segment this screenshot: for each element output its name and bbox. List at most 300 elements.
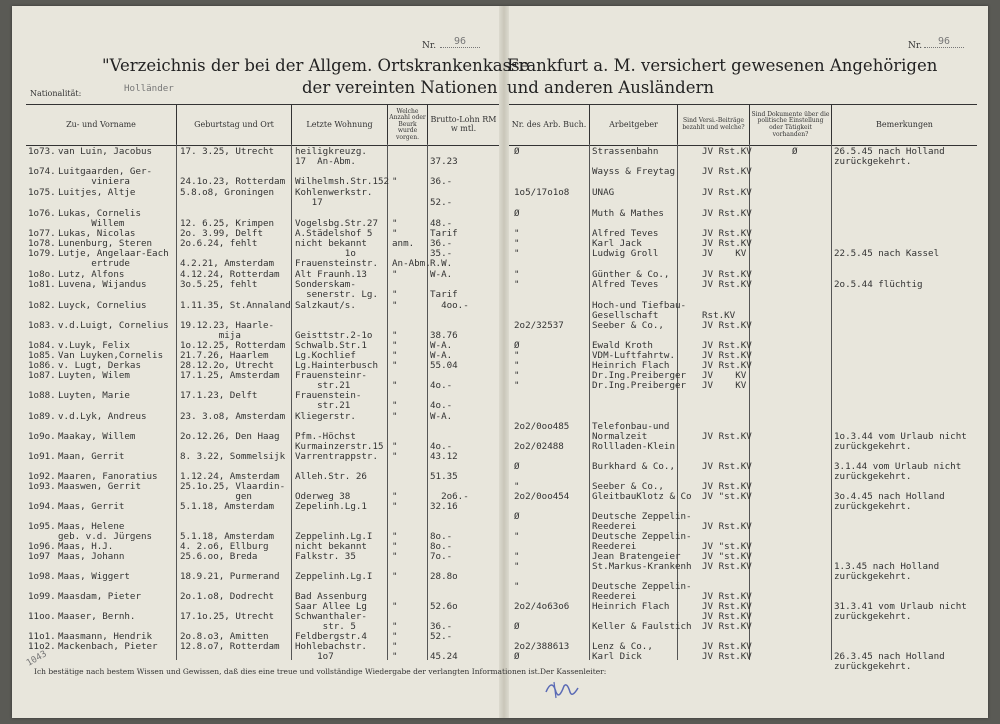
cell-gross-wage: 7o.- [430,551,453,562]
cell-contributions: JV Rst.KV [702,187,752,198]
cell-employer: Jean Bratengeier [592,551,681,562]
cell-employer: Deutsche Zeppelin- [592,531,692,542]
page-fold [499,6,509,718]
cell-work-book-number: " [514,279,520,290]
cell-gross-wage: 45.24 [430,651,458,662]
cell-gross-wage: 43.12 [430,451,458,462]
cell-person-name: v.d.Lyk, Andreus [58,411,147,422]
cell-last-address: 17 [295,197,323,208]
cell-row-number: 1o86. [28,360,56,371]
cell-contributions: JV Rst.KV [702,228,752,239]
cell-work-book-number: " [514,228,520,239]
cell-row-number: 1o89. [28,411,56,422]
cell-contributions: JV Rst.KV [702,641,752,652]
cell-gross-wage: 28.8o [430,571,458,582]
cell-birth-date-place: mija [180,330,241,341]
cell-employer: Burkhard & Co., [592,461,675,472]
cell-employer: Wayss & Freytag [592,166,675,177]
cell-birth-date-place: 17.1o.25, Utrecht [180,611,275,622]
cell-employer: Strassenbahn [592,146,659,157]
cell-changes: " [392,531,398,542]
cell-changes: " [392,571,398,582]
cell-last-address: Zeppelinh.Lg.I [295,531,373,542]
cell-changes: " [392,621,398,632]
cell-person-name: v. Lugt, Derkas [58,360,141,371]
cell-remarks: zurückgekehrt. [834,501,912,512]
cell-contributions: JV Rst.KV [702,521,752,532]
cell-person-name: Mackenbach, Pieter [58,641,158,652]
cell-person-name: Lutz, Alfons [58,269,125,280]
cell-row-number: 1o77. [28,228,56,239]
cell-last-address: Alleh.Str. 26 [295,471,367,482]
cell-person-name: van Luin, Jacobus [58,146,153,157]
cell-last-address: str.21 [295,400,351,411]
cell-last-address: Kliegerstr. [295,411,356,422]
cell-birth-date-place: 18.9.21, Purmerand [180,571,280,582]
cell-employer: Ludwig Groll [592,248,659,259]
cell-remarks: 26.5.45 nach Holland [834,146,945,157]
cell-person-name: Lutje, Angelaar-Each [58,248,169,259]
cell-contributions: JV Rst.KV [702,601,752,612]
cell-employer: Heinrich Flach [592,601,670,612]
cell-changes: " [392,360,398,371]
cell-person-name: viniera [58,176,130,187]
cell-last-address: A.Städelshof 5 [295,228,373,239]
cell-last-address: Sonderskam- [295,279,356,290]
cell-employer: Heinrich Flach [592,360,670,371]
cell-gross-wage: 52.- [430,631,453,642]
cell-birth-date-place: 17.1.25, Amsterdam [180,370,280,381]
cell-work-book-number: " [514,269,520,280]
cell-employer: Muth & Mathes [592,208,664,219]
cell-work-book-number: " [514,551,520,562]
cell-person-name: Luitgaarden, Ger- [58,166,153,177]
cell-work-book-number: 2o2/0oo454 [514,491,570,502]
cell-person-name: Maas, Gerrit [58,501,125,512]
cell-last-address: heiligkreuzg. [295,146,367,157]
cell-remarks: zurückgekehrt. [834,471,912,482]
cell-row-number: 1o8o. [28,269,56,280]
cell-remarks: 2o.5.44 flüchtig [834,279,923,290]
cell-person-name: Lunenburg, Steren [58,238,153,249]
cell-gross-wage: 48.- [430,218,453,229]
cell-work-book-number: 2o2/32537 [514,320,564,331]
cell-row-number: 11o1. [28,631,56,642]
cell-employer: Karl Jack [592,238,642,249]
cell-work-book-number: 2o2/0oo485 [514,421,570,432]
cell-employer: Ewald Kroth [592,340,653,351]
cell-person-name: Maakay, Willem [58,431,136,442]
cell-last-address: Frauensteinstr. [295,258,378,269]
cell-row-number: 1o75. [28,187,56,198]
nationality-label: Nationalität: [30,89,82,98]
cell-employer: Gesellschaft [592,310,659,321]
cell-employer: Günther & Co., [592,269,670,280]
cell-birth-date-place: gen [180,491,252,502]
grid-line [387,144,388,660]
cell-changes: anm. [392,238,415,249]
cell-remarks: 3.1.44 vom Urlaub nicht [834,461,962,472]
cell-last-address: Frauensteinr- [295,370,367,381]
cell-work-book-number: " [514,581,520,592]
cell-last-address: str.21 [295,380,351,391]
cashier-label: Der Kassenleiter: [540,667,607,676]
nr-label-right: Nr. [908,41,923,51]
cell-gross-wage: 52.6o [430,601,458,612]
cell-gross-wage: W-A. [430,340,453,351]
cell-gross-wage: W-A. [430,269,453,280]
cell-work-book-number: 1o5/17o1o8 [514,187,570,198]
nr-value-right: 96 [924,36,964,48]
cell-work-book-number: 2o2/02488 [514,441,564,452]
cell-birth-date-place: 3o.5.25, fehlt [180,279,258,290]
cell-last-address: 17 An-Abm. [295,156,356,167]
cell-gross-wage: 4o.- [430,380,453,391]
cell-last-address: str. 5 [295,621,356,632]
cell-work-book-number: " [514,481,520,492]
cell-last-address: nicht bekannt [295,238,367,249]
certification-text: Ich bestätige nach bestem Wissen und Gewissen, daß dies eine treue und vollständige Wiedergabe der verlangten Informationen ist. [34,667,541,676]
cell-birth-date-place: 2o.8.o3, Amitten [180,631,269,642]
cell-row-number: 1o82. [28,300,56,311]
cell-employer: Keller & Faulstich [592,621,692,632]
cell-contributions: JV Rst.KV [702,651,752,662]
cell-row-number: 1o73. [28,146,56,157]
cell-row-number: 1o79. [28,248,56,259]
cell-birth-date-place: 24.1o.23, Rotterdam [180,176,286,187]
cell-person-name: Maaren, Fanoratius [58,471,158,482]
cell-work-book-number: Ø [514,146,520,157]
cell-last-address: Kohlenwerkstr. [295,187,373,198]
cell-gross-wage: 32.16 [430,501,458,512]
cell-gross-wage: 4oo.- [430,300,469,311]
cell-remarks: zurückgekehrt. [834,571,912,582]
cell-employer: Reederei [592,541,637,552]
cell-gross-wage: 36.- [430,176,453,187]
cell-changes: " [392,300,398,311]
cell-birth-date-place: 5.1.18, Amsterdam [180,531,275,542]
cell-changes: " [392,269,398,280]
cell-last-address: Wilhelmsh.Str.152 [295,176,390,187]
cell-contributions: JV Rst.KV [702,269,752,280]
grid-line [749,144,750,660]
cell-birth-date-place: 17.1.23, Delft [180,390,258,401]
col-contrib-header: Sind Versi.-Beiträge bezahlt und welche? [677,105,749,145]
cell-work-book-number: 2o2/4o63o6 [514,601,570,612]
cell-gross-wage: 38.76 [430,330,458,341]
cell-work-book-number: " [514,350,520,361]
grid-line [291,144,292,660]
cell-birth-date-place: 5.1.18, Amsterdam [180,501,275,512]
cell-work-book-number: " [514,561,520,572]
cell-gross-wage: Tarif [430,289,458,300]
cell-last-address: Lg.Hainterbusch [295,360,378,371]
cell-person-name: Maas, H.J. [58,541,114,552]
cell-last-address: Alt Fraunh.13 [295,269,367,280]
cell-gross-wage: 2o6.- [430,491,469,502]
cell-row-number: 1o78. [28,238,56,249]
cell-gross-wage: 4o.- [430,441,453,452]
cell-row-number: 1o9o. [28,431,56,442]
cell-remarks: 22.5.45 nach Kassel [834,248,940,259]
cell-last-address: senerstr. Lg. [295,289,378,300]
cell-gross-wage: 55.04 [430,360,458,371]
cell-changes: " [392,176,398,187]
cell-work-book-number: " [514,248,520,259]
cell-employer: Alfred Teves [592,228,659,239]
cell-person-name: Luyten, Marie [58,390,130,401]
cell-last-address: Hohlebachstr. [295,641,367,652]
cell-last-address: 1o [295,248,356,259]
cell-employer: VDM-Luftfahrtw. [592,350,675,361]
grid-line [831,144,832,660]
cell-last-address: Saar Allee Lg [295,601,367,612]
nr-value-left: 96 [440,36,480,48]
cell-last-address: Schwalb.Str.1 [295,340,367,351]
cell-person-name: v.Luyk, Felix [58,340,130,351]
cell-work-book-number: " [514,380,520,391]
cell-contributions: JV Rst.KV [702,461,752,472]
cell-employer: Reederei [592,591,637,602]
cell-employer: Karl Dick [592,651,642,662]
cell-contributions: JV Rst.KV [702,340,752,351]
cell-employer: Seeber & Co., [592,320,664,331]
cell-gross-wage: R.W. [430,258,453,269]
cell-person-name: Luyten, Wilem [58,370,130,381]
cell-contributions: JV Rst.KV [702,350,752,361]
cell-row-number: 1o74. [28,166,56,177]
grid-line [176,144,177,660]
cell-employer: Hoch-und Tiefbau- [592,300,687,311]
title-left-line1: "Verzeichnis der bei der Allgem. Ortskrankenkasse [102,56,530,75]
cell-remarks: zurückgekehrt. [834,156,912,167]
cell-row-number: 1o92. [28,471,56,482]
cell-birth-date-place: 2o. 3.99, Delft [180,228,263,239]
cell-work-book-number: Ø [514,208,520,219]
cell-birth-date-place: 4.12.24, Rotterdam [180,269,280,280]
cell-employer: UNAG [592,187,615,198]
cell-work-book-number: Ø [514,511,520,522]
cell-gross-wage: 36.- [430,621,453,632]
col-docs-header: Sind Dokumente über die politische Einstellung oder Tätigkeit vorhanden? [749,105,831,145]
cell-last-address: Geisttstr.2-1o [295,330,373,341]
cell-remarks: 1o.3.44 vom Urlaub nicht [834,431,967,442]
cell-last-address: 1o7 [295,651,334,662]
cell-remarks: zurückgekehrt. [834,611,912,622]
cell-birth-date-place: 1.12.24, Amsterdam [180,471,280,482]
cell-birth-date-place: 23. 3.o8, Amsterdam [180,411,286,422]
cell-work-book-number: " [514,531,520,542]
cell-person-name: Maasmann, Hendrik [58,631,153,642]
cell-political-docs: Ø [792,146,798,157]
cell-changes: " [392,631,398,642]
cell-changes: An-Abm. [392,258,431,269]
cell-birth-date-place: 1.11.35, St.Annaland [180,300,291,311]
cell-row-number: 1o97 [28,551,51,562]
cell-work-book-number: Ø [514,651,520,662]
col-address-header: Letzte Wohnung [291,105,387,145]
col-birth-header: Geburtstag und Ort [176,105,291,145]
cell-contributions: JV Rst.KV [702,611,752,622]
cell-changes: " [392,411,398,422]
cell-contributions: JV Rst.KV [702,481,752,492]
cell-last-address: Zeppelinh.Lg.I [295,571,373,582]
cell-changes: " [392,491,398,502]
cell-row-number: 1o94. [28,501,56,512]
cell-changes: " [392,551,398,562]
cell-gross-wage: 4o.- [430,400,453,411]
document-sheet [12,6,988,718]
cell-last-address: Frauenstein- [295,390,362,401]
cell-row-number: 1o85. [28,350,56,361]
cell-last-address: Oderweg 38 [295,491,351,502]
cell-last-address: Kurmainzerstr.15 [295,441,384,452]
cell-last-address: Feldbergstr.4 [295,631,367,642]
cell-employer: Dr.Ing.Preiberger [592,380,687,391]
cell-work-book-number: Ø [514,340,520,351]
cell-birth-date-place: 12.8.o7, Rotterdam [180,641,280,652]
cell-row-number: 11o2. [28,641,56,652]
cell-employer: Rollladen-Klein [592,441,675,452]
cell-remarks: 31.3.41 vom Urlaub nicht [834,601,967,612]
cell-contributions: JV Rst.KV [702,621,752,632]
cell-person-name: Willem [58,218,125,229]
cell-changes: " [392,380,398,391]
cell-row-number: 1o87. [28,370,56,381]
nationality-value: Holländer [124,83,174,94]
cell-contributions: JV KV [702,370,747,381]
cell-person-name: geb. v.d. Jürgens [58,531,153,542]
cell-contributions: JV Rst.KV [702,238,752,249]
col-book-header: Nr. des Arb. Buch. [511,119,587,129]
cell-row-number: 1o84. [28,340,56,351]
cell-birth-date-place: 1o.12.25, Rotterdam [180,340,286,351]
cell-gross-wage: W-A. [430,350,453,361]
cell-changes: " [392,218,398,229]
cell-row-number: 1o81. [28,279,56,290]
cell-employer: Deutsche Zeppelin- [592,511,692,522]
cell-contributions: JV Rst.KV [702,431,752,442]
cell-remarks: 26.3.45 nach Holland [834,651,945,662]
nr-label-left: Nr. [422,41,437,51]
grid-line [427,144,428,660]
cell-gross-wage: 51.35 [430,471,458,482]
cell-birth-date-place: 4. 2.o6, Ellburg [180,541,269,552]
col-remarks-header: Bemerkungen [831,105,977,145]
cell-employer: GleitbauKlotz & Co [592,491,692,502]
cell-contributions: JV KV [702,380,747,391]
cell-person-name: Lukas, Cornelis [58,208,141,219]
cell-birth-date-place: 5.8.o8, Groningen [180,187,275,198]
cell-gross-wage: 36.- [430,238,453,249]
cell-changes: " [392,441,398,452]
cell-changes: " [392,350,398,361]
pencil-note: 1043 [24,649,49,669]
cell-row-number: 1o83. [28,320,56,331]
cell-work-book-number: Ø [514,461,520,472]
cell-last-address: Vogelsbg.Str.27 [295,218,378,229]
col-changes-header: Welche Anzahl oder Beurk wurde vorgen. [387,105,427,145]
cell-contributions: JV Rst.KV [702,561,752,572]
cell-contributions: JV Rst.KV [702,320,752,331]
cell-row-number: 1o99. [28,591,56,602]
cell-gross-wage: 52.- [430,197,453,208]
cell-changes: " [392,651,398,662]
cell-last-address: Bad Assenburg [295,591,367,602]
grid-line [589,144,590,660]
cell-employer: Normalzeit [592,431,648,442]
cell-work-book-number: " [514,370,520,381]
cell-person-name: Lukas, Nicolas [58,228,136,239]
cell-row-number: 1o76. [28,208,56,219]
cell-employer: Telefonbau-und [592,421,670,432]
cell-last-address: Schwanthaler- [295,611,367,622]
cell-person-name: Maaser, Bernh. [58,611,136,622]
cell-remarks: zurückgekehrt. [834,661,912,672]
cell-remarks: zurückgekehrt. [834,441,912,452]
cell-gross-wage: 37.23 [430,156,458,167]
cell-contributions: JV Rst.KV [702,591,752,602]
cell-employer: Dr.Ing.Preiberger [592,370,687,381]
cell-contributions: JV KV [702,248,747,259]
table-header-left [26,104,499,146]
cell-last-address: nicht bekannt [295,541,367,552]
cell-row-number: 1o88. [28,390,56,401]
cell-birth-date-place: 25.6.oo, Breda [180,551,258,562]
cell-row-number: 1o91. [28,451,56,462]
cell-contributions: JV "st.KV [702,491,752,502]
cell-work-book-number: 2o2/388613 [514,641,570,652]
cell-person-name: Maaswen, Gerrit [58,481,141,492]
cell-changes: " [392,289,398,300]
title-right-line2: und anderen Ausländern [507,78,714,97]
cell-birth-date-place: 21.7.26, Haarlem [180,350,269,361]
cell-row-number: 1o98. [28,571,56,582]
cell-person-name: Luyck, Cornelius [58,300,147,311]
cell-person-name: ertrude [58,258,130,269]
cell-last-address: Varrentrappstr. [295,451,378,462]
table-header-right [509,104,977,146]
cell-changes: " [392,541,398,552]
cell-employer: Alfred Teves [592,279,659,290]
cell-row-number: 1o96. [28,541,56,552]
cell-person-name: Maan, Gerrit [58,451,125,462]
cell-changes: " [392,641,398,652]
cell-birth-date-place: 2o.1.o8, Dodrecht [180,591,275,602]
cell-row-number: 1o93. [28,481,56,492]
cell-changes: " [392,330,398,341]
cell-contributions: JV "st.KV [702,541,752,552]
cell-contributions: JV Rst.KV [702,360,752,371]
cell-person-name: Luvena, Wijandus [58,279,147,290]
cell-person-name: Luitjes, Altje [58,187,136,198]
cell-birth-date-place: 12. 6.25, Krimpen [180,218,275,229]
cell-gross-wage: 8o.- [430,541,453,552]
cell-gross-wage: W-A. [430,411,453,422]
cell-contributions: JV Rst.KV [702,208,752,219]
cell-last-address: Lg.Kochlief [295,350,356,361]
cell-person-name: Maasdam, Pieter [58,591,141,602]
cell-remarks: 1.3.45 nach Holland [834,561,940,572]
cell-employer: St.Markus-Krankenh [592,561,692,572]
cell-employer: Lenz & Co., [592,641,653,652]
cell-person-name: Maas, Helene [58,521,125,532]
cell-row-number: 1o95. [28,521,56,532]
col-employer-header: Arbeitgeber [589,105,677,145]
cell-changes: " [392,501,398,512]
cell-changes: " [392,228,398,239]
col-wage-header: Brutto-Lohn RM w mtl. [427,105,499,145]
